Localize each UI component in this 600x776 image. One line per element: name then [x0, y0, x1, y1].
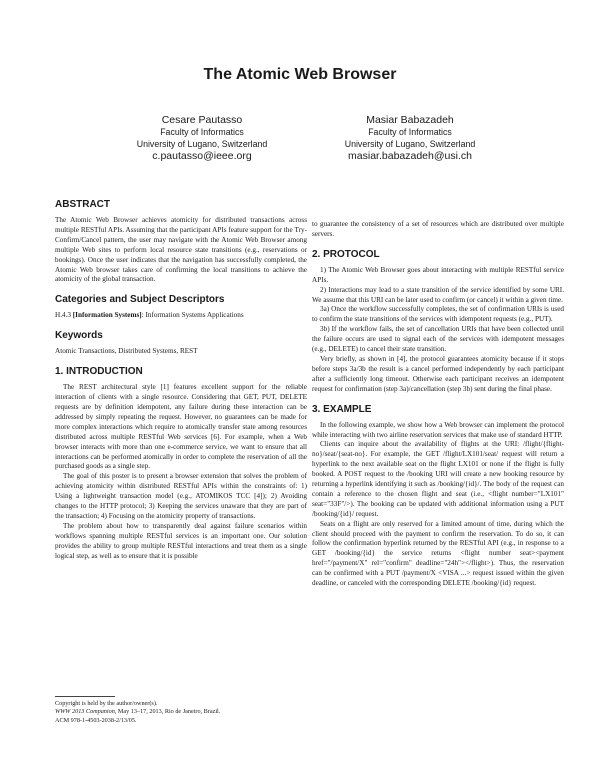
categories-text	[55, 311, 307, 321]
protocol-paragraph-2: 2) Interactions may lead to a state transition of the service identified by some URI. We assume that this URI can be later used to confirm (or cancel) it within a given time.	[312, 285, 564, 304]
footer-venue-name: WWW 2013 Companion,	[55, 708, 117, 716]
categories-code: H.4.3	[55, 311, 73, 320]
footer-rule	[55, 696, 115, 697]
author-org: University of Lugano, Switzerland	[344, 138, 476, 149]
example-paragraph-1: In the following example, we show how a Web browser can implement the protocol while interacting with two airline reservation services that make use of standard HTTP.	[312, 420, 564, 439]
example-heading: 3. EXAMPLE	[312, 403, 372, 415]
keywords-text: Atomic Transactions, Distributed Systems, REST	[55, 347, 198, 356]
author-1	[87, 114, 317, 163]
protocol-paragraph-5: Very briefly, as shown in [4], the protocol guarantees atomicity because if it stops before steps 3a/3b the result is a cancel performed independently by each participant after a sufficiently long timeout. Otherwise each participant receives an idempotent request for confirmation (step 3a)/cancellation (step 3b) sent during the final phase.	[312, 354, 564, 393]
author-email: masiar.babazadeh@usi.ch	[348, 150, 472, 162]
author-name: Cesare Pautasso	[161, 114, 243, 126]
author-dept: Faculty of Informatics	[368, 127, 452, 137]
footer-isbn: ACM 978-1-4503-2038-2/13/05.	[55, 716, 137, 724]
protocol-paragraph-1: 1) The Atomic Web Browser goes about interacting with multiple RESTful service APIs.	[312, 265, 564, 284]
author-name: Masiar Babazadeh	[366, 114, 454, 126]
categories-bracket: [Information Systems]	[72, 311, 142, 320]
abstract-text: The Atomic Web Browser achieves atomicity for distributed transactions across multiple RESTful APIs. Assuming that the participant APIs feature support for the Try-Confirm/Cancel pattern, the user may navigate with the Atomic Web Browser among multiple Web sites to perform local resource state transitions (e.g., reservations or bookings). Once the user indicates that the navigation has successfully completed, the Atomic Web browser takes care of confirming the local transitions to achieve the atomicity of the global transaction.	[55, 216, 307, 284]
intro-continuation: to guarantee the consistency of a set of resources which are distributed over multiple servers.	[312, 220, 564, 238]
example-paragraph-3: Seats on a flight are only reserved for a limited amount of time, during which the client should proceed with the payment to confirm the reservation. To do so, it can follow the confirmation hyperlink returned by the RESTful API (e.g., in response to a GET /booking/{id} the service returns <flight number seat><payment href="/payment/X" rel="confirm" deadline="24h"></flight>). Thus, the reservation can be confirmed with a PUT /payment/X <VISA ...> request issued within the given deadline, or canceled with the corresponding DELETE /booking/{id} request.	[312, 519, 564, 588]
right-column	[312, 220, 564, 589]
protocol-paragraph-4: 3b) If the workflow fails, the set of cancellation URIs that have been collected until the failure occurs are used to signal each of the services with idempotent messages (e.g., DELETE) to cancel their state transition.	[312, 325, 564, 354]
keywords-heading: Keywords	[55, 330, 103, 342]
author-org: University of Lugano, Switzerland	[136, 138, 268, 149]
protocol-heading: 2. PROTOCOL	[312, 248, 380, 260]
footer-venue	[55, 708, 307, 716]
author-2	[295, 114, 525, 163]
abstract-heading: ABSTRACT	[55, 199, 110, 210]
introduction-heading: 1. INTRODUCTION	[55, 366, 143, 378]
categories-rest: : Information Systems Applications	[141, 311, 244, 320]
categories-heading: Categories and Subject Descriptors	[55, 294, 225, 306]
left-column	[55, 199, 307, 561]
paper-title: The Atomic Web Browser	[203, 66, 397, 83]
example-paragraph-2: Clients can inquire about the availability of flights at the URI: /flight/{flight-no}/seat/{seat-no}. For example, the GET /flight/LX101/seat/ request will return a hyperlink to the next available seat on the flight LX101 or none if the flight is fully booked. A POST request to the /booking URI will create a new booking resource by returning a hyperlink identifying it such as /booking/{id}/. The body of the request can contain a reference to the chosen flight and seat (i.e., <flight number="LX101" seat="33F"/>). The booking can be updated with additional information using a PUT /booking/{id}/ request.	[312, 440, 564, 518]
copyright-footer	[55, 696, 307, 725]
author-email: c.pautasso@ieee.org	[152, 150, 252, 162]
footer-venue-date: May 13–17, 2013, Rio de Janeiro, Brazil.	[116, 708, 221, 716]
protocol-paragraph-3: 3a) Once the workflow successfully completes, the set of confirmation URIs is used to confirm the state transitions of the services with idempotent requests (e.g., PUT).	[312, 305, 564, 324]
author-dept: Faculty of Informatics	[160, 127, 244, 137]
intro-paragraph-1: The REST architectural style [1] features excellent support for the reliable interaction of clients with a single resource. Considering that GET, PUT, DELETE requests are by definition idempotent, any failure during these interaction can be addressed by simply repeating the request. However, no guarantees can be made for more complex interactions which require to atomically transfer state among resources distributed across multiple RESTful Web services [6]. For example, when a Web browser interacts with more than one e-commerce service, we want to ensure that all interactions can be performed atomically in order to complete the reservation of all the purchased goods as a single step.	[55, 383, 307, 471]
intro-paragraph-2: The goal of this poster is to present a browser extension that solves the problem of achieving atomicity within distributed RESTful APIs within the constraints of: 1) Using a lightweight transaction model (e.g., ATOMIKOS TCC [4]); 2) Avoiding changes to the HTTP protocol; 3) Keeping the services unaware that they are part of the transaction; 4) Focusing on the atomicity property of transactions.	[55, 472, 307, 520]
intro-paragraph-3: The problem about how to transparently deal against failure scenarios within workflows spanning multiple RESTful services is an important one. Our solution provides the ability to group multiple RESTful interactions and treat them as a single logical step, as well as to ensure that it is possible	[55, 521, 307, 560]
footer-copyright: Copyright is held by the author/owner(s).	[55, 700, 158, 707]
